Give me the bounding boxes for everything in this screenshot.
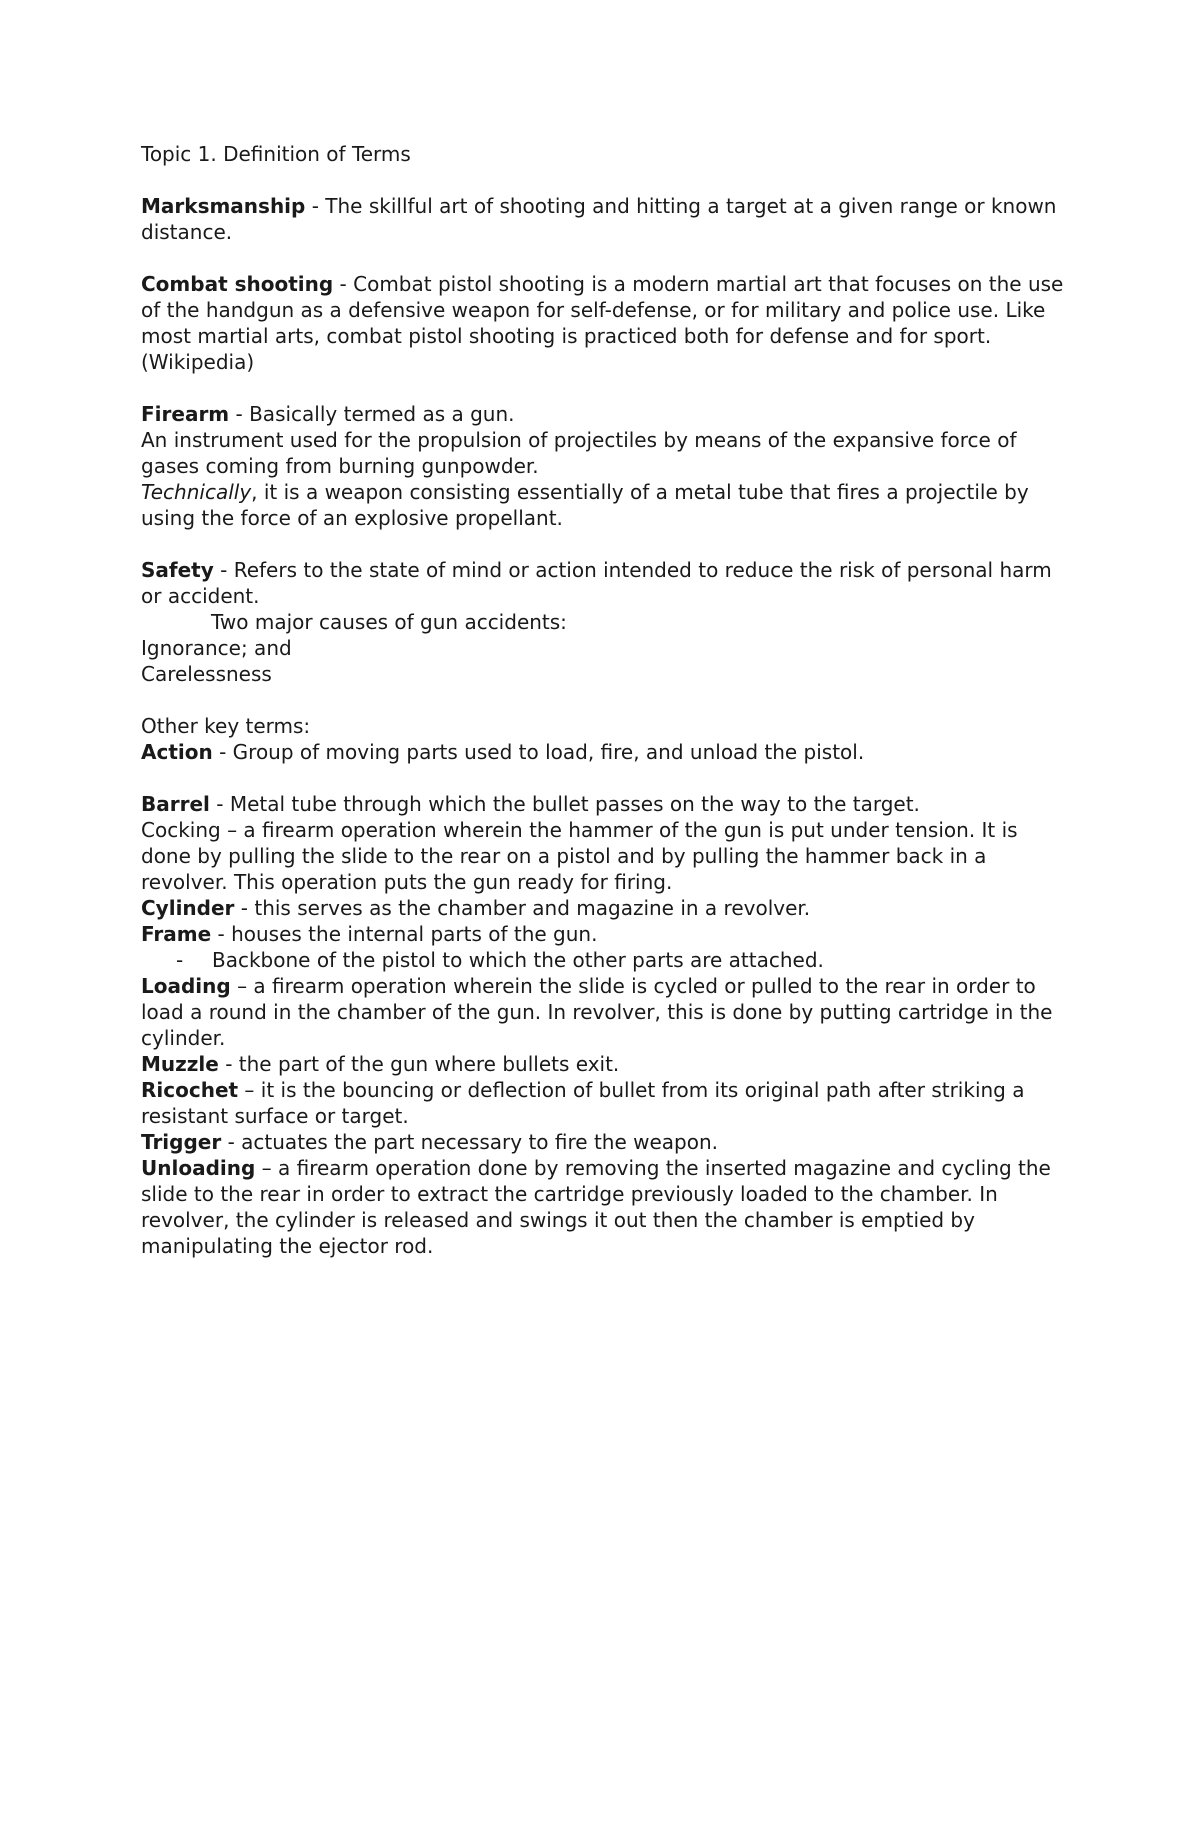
term-trigger: Trigger — [141, 1130, 222, 1154]
definition-action — [141, 739, 1070, 765]
term-cylinder: Cylinder — [141, 896, 235, 920]
definition-cylinder — [141, 895, 1070, 921]
term-loading: Loading — [141, 974, 231, 998]
text-firearm: - Basically termed as a gun. — [229, 402, 515, 426]
text-loading: – a firearm operation wherein the slide is cycled or pulled to the rear in order to load a round in the chamber of the gun. In revolver, this is done by putting cartridge in the cylinder. — [141, 974, 1059, 1050]
definition-frame — [141, 921, 1070, 947]
definition-cocking: Cocking – a firearm operation wherein the hammer of the gun is put under tension. It is done by pulling the slide to the rear on a pistol and by pulling the hammer back in a revolver. This operation puts the gun ready for firing. — [141, 818, 1024, 894]
text-safety: - Refers to the state of mind or action intended to reduce the risk of personal harm or accident. — [141, 558, 1059, 608]
definition-marksmanship — [141, 193, 1070, 245]
term-barrel: Barrel — [141, 792, 210, 816]
other-key-terms-heading: Other key terms: — [141, 714, 311, 738]
definition-muzzle — [141, 1051, 1070, 1077]
term-safety: Safety — [141, 558, 214, 582]
text-barrel: - Metal tube through which the bullet passes on the way to the target. — [209, 792, 920, 816]
topic-title: Topic 1. Definition of Terms — [141, 142, 411, 166]
firearm-technical-text — [141, 479, 1070, 531]
frame-bullet-text: Backbone of the pistol to which the other parts are attached. — [212, 948, 824, 972]
term-action: Action — [141, 740, 213, 764]
definition-unloading — [141, 1155, 1070, 1259]
safety-cause-ignorance: Ignorance; and — [141, 636, 292, 660]
text-frame: - houses the internal parts of the gun. — [211, 922, 598, 946]
spacer — [141, 531, 1070, 557]
term-ricochet: Ricochet — [141, 1078, 239, 1102]
text-unloading: – a firearm operation done by removing the inserted magazine and cycling the slide to the rear in order to extract the cartridge previously loaded to the chamber. In revolver, the cylinder is released and swings it out then the chamber is emptied by manipulating the ejector rod. — [141, 1156, 1058, 1258]
technically-word: Technically — [141, 480, 252, 504]
firearm-technical-rest: , it is a weapon consisting essentially of a metal tube that fires a projectile by using the force of an explosive propellant. — [141, 480, 1036, 530]
text-action: - Group of moving parts used to load, fire, and unload the pistol. — [212, 740, 865, 764]
definition-firearm — [141, 401, 1070, 427]
term-muzzle: Muzzle — [141, 1052, 219, 1076]
frame-bullet — [141, 947, 1070, 973]
definition-combat-shooting — [141, 271, 1070, 375]
spacer — [141, 167, 1070, 193]
term-firearm: Firearm — [141, 402, 230, 426]
text-trigger: - actuates the part necessary to fire the weapon. — [221, 1130, 719, 1154]
text-marksmanship: - The skillful art of shooting and hitting a target at a given range or known distance. — [141, 194, 1063, 244]
spacer — [141, 245, 1070, 271]
spacer — [141, 687, 1070, 713]
spacer — [141, 375, 1070, 401]
definition-barrel — [141, 791, 1070, 817]
bullet-dash: - — [176, 948, 184, 972]
term-frame: Frame — [141, 922, 212, 946]
text-combat-shooting: - Combat pistol shooting is a modern martial art that focuses on the use of the handgun as a defensive weapon for self-defense, or for military and police use. Like most martial arts, combat pistol shooting is practiced both for defense and for sport. (Wikipedia) — [141, 272, 1070, 374]
definition-safety — [141, 557, 1070, 609]
firearm-instrument-text: An instrument used for the propulsion of projectiles by means of the expansive force of gases coming from burning gunpowder. — [141, 428, 1023, 478]
definition-ricochet — [141, 1077, 1070, 1129]
text-cylinder: - this serves as the chamber and magazine in a revolver. — [234, 896, 811, 920]
term-unloading: Unloading — [141, 1156, 256, 1180]
safety-causes-heading: Two major causes of gun accidents: — [211, 610, 567, 634]
safety-cause-carelessness: Carelessness — [141, 662, 272, 686]
text-ricochet: – it is the bouncing or deflection of bullet from its original path after striking a resistant surface or target. — [141, 1078, 1031, 1128]
term-combat-shooting: Combat shooting — [141, 272, 334, 296]
spacer — [141, 765, 1070, 791]
term-marksmanship: Marksmanship — [141, 194, 306, 218]
definition-trigger — [141, 1129, 1070, 1155]
text-muzzle: - the part of the gun where bullets exit. — [218, 1052, 620, 1076]
definition-loading — [141, 973, 1070, 1051]
